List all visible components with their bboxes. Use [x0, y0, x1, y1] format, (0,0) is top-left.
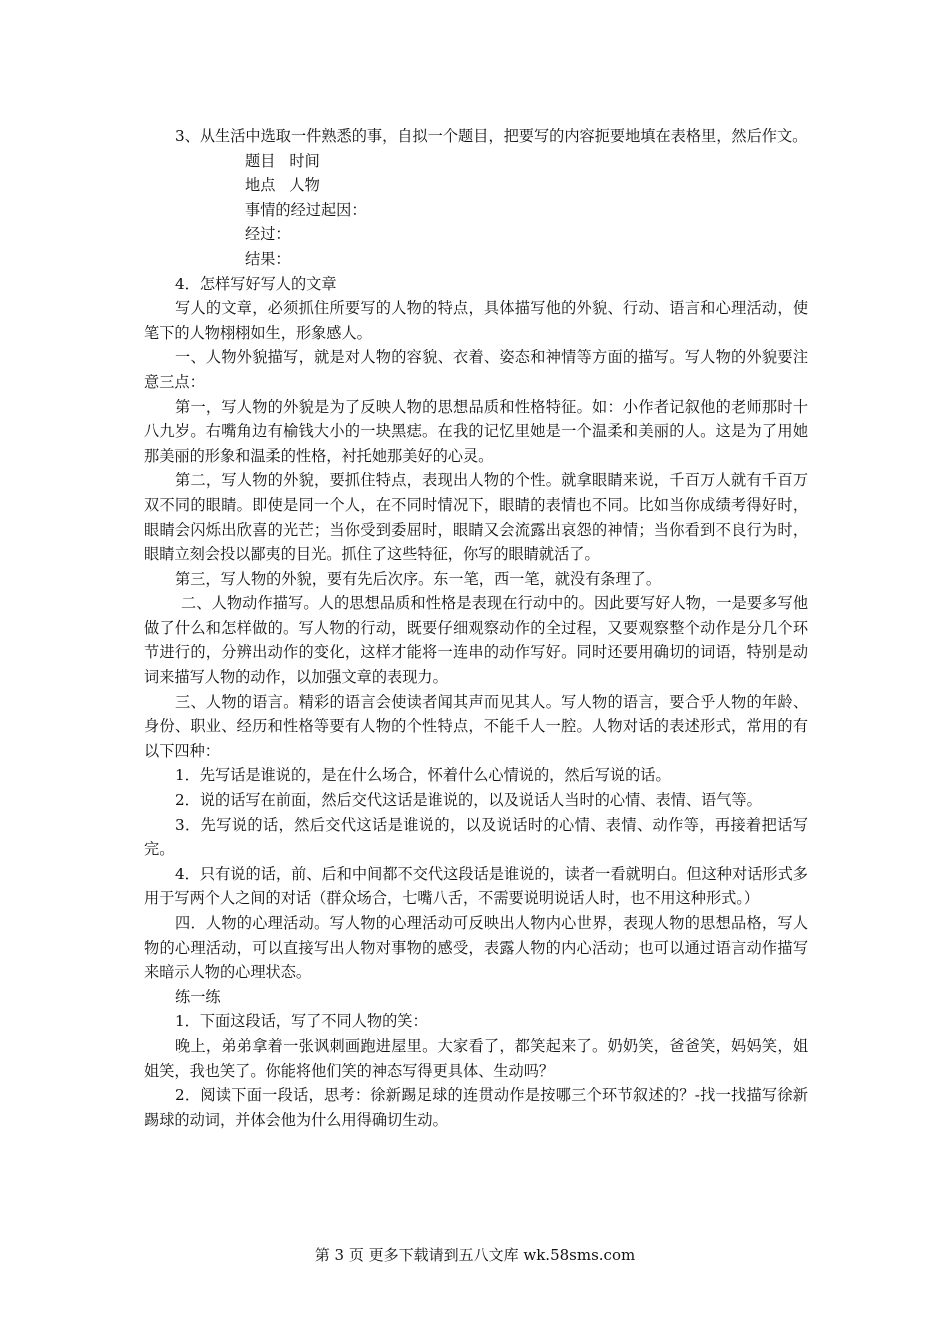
intro-paragraph: 写人的文章，必须抓住所要写的人物的特点，具体描写他的外貌、行动、语言和心理活动，使笔下的人物栩栩如生，形象感人。 — [144, 299, 808, 342]
form-people-label: 人物 — [289, 176, 320, 195]
form-time-label: 时间 — [289, 151, 320, 170]
language-form-4: 4．只有说的话，前、后和中间都不交代这段话是谁说的，读者一看就明白。但这种对话形式多用于写两个人之间的对话（群众场合，七嘴八舌，不需要说明说话人时，也不用这种形式。） — [144, 864, 808, 908]
exercise-2: 2．阅读下面一段话，思考：徐新踢足球的连贯动作是按哪三个环节叙述的？-找一找描写徐新踢球的动词，并体会他为什么用得确切生动。 — [144, 1086, 808, 1129]
page-footer: 第 3 页 更多下载请到五八文库 wk.58sms.com — [314, 1246, 636, 1264]
practice-heading: 练一练 — [175, 987, 221, 1006]
form-row-place-people — [144, 173, 808, 198]
document-body — [144, 124, 808, 1132]
section-heading-4: 4．怎样写好写人的文章 — [175, 274, 337, 293]
form-title-label: 题目 — [245, 151, 276, 170]
point-3-paragraph: 第三，写人物的外貌，要有先后次序。东一笔，西一笔，就没有条理了。 — [175, 569, 661, 588]
form-process-label: 经过： — [245, 225, 291, 244]
language-paragraph: 三、人物的语言。精彩的语言会使读者闻其声而见其人。写人物的语言，要合乎人物的年龄、身份、职业、经历和性格等要有人物的个性特点，不能千人一腔。人物对话的表述形式，常用的有以下四种： — [144, 692, 808, 760]
form-row-title-time — [144, 149, 808, 174]
exercise-1-text: 晚上，弟弟拿着一张讽刺画跑进屋里。大家看了，都笑起来了。奶奶笑，爸爸笑，妈妈笑，姐姐笑，我也笑了。你能将他们笑的神态写得更具体、生动吗？ — [144, 1036, 808, 1080]
form-place-label: 地点 — [245, 176, 276, 195]
point-2-paragraph: 第二，写人物的外貌，要抓住特点，表现出人物的个性。就拿眼睛来说，千百万人就有千百万双不同的眼睛。即使是同一个人，在不同时情况下，眼睛的表情也不同。比如当你成绩考得好时，眼睛会闪烁出欣喜的光芒；当你受到委屈时，眼睛又会流露出哀怨的神情；当你看到不良行为时，眼睛立刻会投以鄙夷的目光。抓住了这些特征，你写的眼睛就活了。 — [144, 471, 808, 564]
form-result-label: 结果： — [245, 249, 291, 268]
point-1-paragraph: 第一，写人物的外貌是为了反映人物的思想品质和性格特征。如：小作者记叙他的老师那时十八九岁。右嘴角边有榆钱大小的一块黑痣。在我的记忆里她是一个温柔和美丽的人。这是为了用她那美丽的形象和温柔的性格，衬托她那美好的心灵。 — [144, 397, 808, 465]
appearance-paragraph: 一、人物外貌描写，就是对人物的容貌、衣着、姿态和神情等方面的描写。写人物的外貌要注意三点： — [144, 348, 808, 391]
action-paragraph: 二、人物动作描写。人的思想品质和性格是表现在行动中的。因此要写好人物，一是要多写他做了什么和怎样做的。写人物的行动，既要仔细观察动作的全过程，又要观察整个动作是分几个环节进行的，分辨出动作的变化，这样才能将一连串的动作写好。同时还要用确切的词语，特别是动词来描写人物的动作，以加强文章的表现力。 — [144, 594, 808, 687]
question-3: 3、从生活中选取一件熟悉的事，自拟一个题目，把要写的内容扼要地填在表格里，然后作文。 — [175, 127, 808, 145]
language-form-3: 3．先写说的话，然后交代这话是谁说的，以及说话时的心情、表情、动作等，再接着把话写完。 — [144, 815, 808, 859]
language-form-1: 1．先写话是谁说的，是在什么场合，怀着什么心情说的，然后写说的话。 — [175, 766, 671, 785]
form-cause-label: 事情的经过起因： — [245, 200, 367, 219]
language-form-2: 2．说的话写在前面，然后交代这话是谁说的，以及说话人当时的心情、表情、语气等。 — [175, 791, 762, 810]
psychology-paragraph: 四．人物的心理活动。写人物的心理活动可反映出人物内心世界，表现人物的思想品格，写人物的心理活动，可以直接写出人物对事物的感受，表露人物的内心活动；也可以通过语言动作描写来暗示人物的心理状态。 — [144, 914, 808, 982]
exercise-1: 1．下面这段话，写了不同人物的笑： — [175, 1012, 428, 1031]
